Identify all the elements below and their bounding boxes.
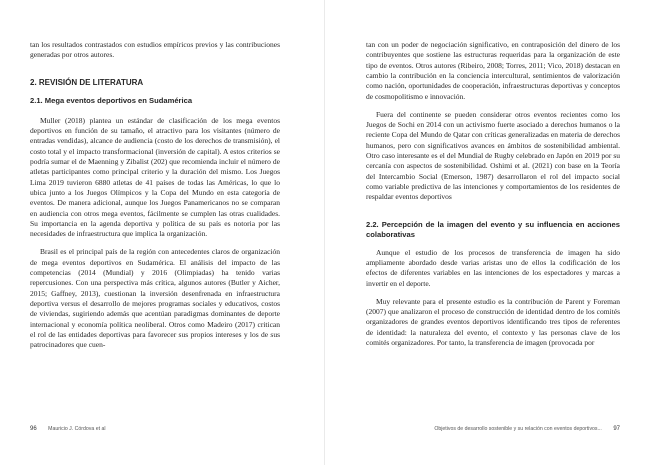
right-footer <box>434 426 620 432</box>
right-column <box>366 40 620 348</box>
right-paragraph-4: Muy relevante para el presente estudio es la contribución de Parent y Foreman (2007) que analizaron el proceso de construcción de identidad dentro de los comités organizadores de grandes eventos deportivos identificando tres tipos de referentes de identidad: la naturaleza del evento, el contexto y las personas clave de los comités organizadores. Por tanto, la transferencia de imagen (provocada por <box>366 296 620 347</box>
running-title: Objetivos de desarrollo sostenible y su relación con eventos deportivos... <box>434 426 602 432</box>
left-paragraph-1: Muller (2018) plantea un estándar de clasificación de los mega eventos deportivos en función de su tamaño, el atractivo para los visitantes (número de entradas vendidas), alcance de audiencia (costo de los derechos de transmisión), el costo total y el impacto transformacional (inversión de capital). A estos criterios se podría sumar el de Maenning y Zibalist (202) que recomienda incluir el número de atletas participantes como principal criterio y la duración del mismo. Los Juegos Lima 2019 tuvieron 6880 atletas de 41 países de todas las Américas, lo que lo ubica junto a los Juegos Olímpicos y la Copa del Mundo en esta categoría de eventos. De manera adicional, aunque los Juegos Panamericanos no se comparan en audiencia con otros mega eventos, fácilmente se cumplen las otras cualidades. Su importancia en la agenda deportiva y política de su país es notoria por las necesidades de infraestructura que implica la organización. <box>30 115 280 239</box>
right-paragraph-2: Fuera del continente se pueden considerar otros eventos recientes como los Juegos de Sochi en 2014 con un activismo fuerte asociado a derechos humanos o la reciente Copa del Mundo de Qatar con críticas generalizadas en materia de derechos humanos, pero con significativos avances en ámbitos de sostenibilidad ambiental. Otro caso interesante es el del Mundial de Rugby celebrado en Japón en 2019 por su cercanía con aspectos de sostenibilidad. Oshimi et al. (2021) con base en la Teoría del Intercambio Social (Emerson, 1987) desarrollaron el rol del impacto social como variable predictiva de las intenciones y comportamientos de los residentes de respaldar eventos deportivos <box>366 109 620 202</box>
left-page-number: 96 <box>30 426 37 432</box>
left-column <box>30 40 280 351</box>
left-paragraph-2: Brasil es el principal país de la región con antecedentes claros de organización de mega eventos deportivos en Sudamérica. El análisis del impacto de las competencias (2014 (Mundial) y 2016 (Olimpiadas) ha tenido varias repercusiones. Con una perspectiva más crítica, algunos autores (Butler y Aicher, 2015; Gaffney, 2013), cuestionan la inversión desenfrenada en infraestructura deportiva versus el desarrollo de mejores programas sociales y educativos, costos de viviendas, sugiriendo además que acentúan paradigmas dominantes de deporte internacional y economía política neoliberal. Otros como Madeiro (2017) critican el rol de las entidades deportivas para favorecer sus propios intereses y los de sus patrocinadores que cuen- <box>30 247 280 350</box>
section-title: 2. REVISIÓN DE LITERATURA <box>30 77 144 87</box>
right-paragraph-1: tan con un poder de negociación significativo, en contraposición del dinero de los contribuyentes que sostiene las estructuras requeridas para la organización de este tipo de eventos. Otros autores (Ribeiro, 2008; Torres, 2011; Vico, 2018) destacan en cambio la contribución en la conciencia intercultural, sentimientos de valorización como nación, oportunidades de cooperación, infraestructuras deportivas y conceptos de cosmopolitismo e innovación. <box>366 40 620 101</box>
right-page <box>325 0 650 465</box>
running-author: Mauricio J. Córdova et al <box>48 426 106 432</box>
subsection-title-2-2: 2.2. Percepción de la imagen del evento y su influencia en acciones colaborativas <box>366 219 620 239</box>
left-footer <box>30 426 106 432</box>
right-page-number: 97 <box>613 426 620 432</box>
subsection-title-2-1: 2.1. Mega eventos deportivos en Sudamérica <box>30 95 193 105</box>
left-intro-paragraph: tan los resultados contrastados con estudios empíricos previos y las contribuciones generadas por otros autores. <box>30 40 280 60</box>
right-paragraph-3: Aunque el estudio de los procesos de transferencia de imagen ha sido ampliamente abordado desde varias aristas uno de ellos la codificación de los efectos de diferentes variables en las intenciones de los espectadores y marcas a invertir en el deporte. <box>366 247 620 288</box>
